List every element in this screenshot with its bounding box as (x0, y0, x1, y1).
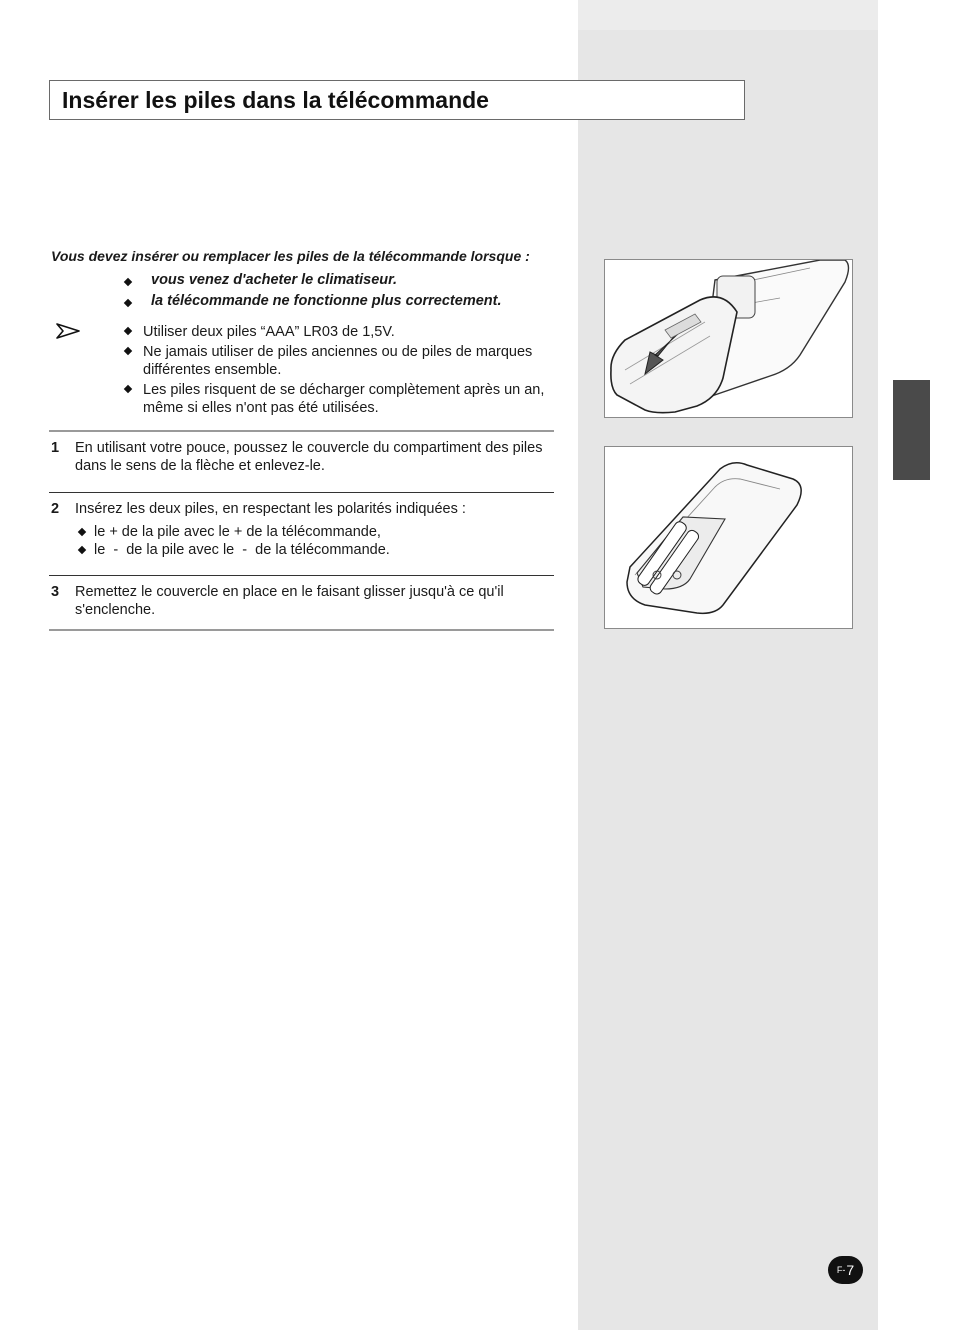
polarity-item: le + de la pile avec le + de la télécommande, (78, 523, 548, 541)
diamond-bullet-icon (78, 528, 86, 536)
intro-text: Vous devez insérer ou remplacer les piles de la télécommande lorsque : (51, 248, 530, 264)
divider (49, 430, 554, 432)
diamond-bullet-icon (124, 347, 132, 355)
step-2 (51, 500, 551, 518)
remote-batteries-drawing (605, 447, 852, 628)
step-text: Remettez le couvercle en place en le faisant glisser jusqu'à ce qu'il s'enclenche. (75, 584, 504, 618)
diamond-bullet-icon (124, 299, 132, 307)
remote-cover-illustration (604, 259, 853, 418)
step-number: 3 (51, 584, 60, 600)
remote-cover-drawing (605, 260, 852, 417)
polarity-item: le - de la pile avec le - de la télécommande. (78, 541, 548, 559)
section-tab (893, 380, 930, 480)
intro-list (125, 271, 502, 313)
note-item: Utiliser deux piles “AAA” LR03 de 1,5V. (123, 323, 558, 341)
page-title: Insérer les piles dans la télécommande (62, 87, 489, 113)
intro-item: vous venez d'acheter le climatiseur. (125, 271, 502, 292)
diamond-bullet-icon (124, 278, 132, 286)
divider (49, 575, 554, 576)
page-prefix: F- (836, 1265, 846, 1275)
sidebar-column (578, 0, 878, 1330)
diamond-bullet-icon (124, 385, 132, 393)
diamond-bullet-icon (78, 546, 86, 554)
divider (49, 492, 554, 493)
remote-batteries-illustration (604, 446, 853, 629)
step-1 (51, 439, 551, 475)
intro-item: la télécommande ne fonctionne plus correctement. (125, 292, 502, 313)
title-box (49, 80, 745, 120)
note-arrow-icon (56, 322, 80, 340)
page-number: 7 (846, 1262, 855, 1278)
sidebar-header-strip (578, 0, 878, 30)
diamond-bullet-icon (124, 327, 132, 335)
page-number-badge (828, 1256, 863, 1284)
step-text: En utilisant votre pouce, poussez le couvercle du compartiment des piles dans le sens de la flèche et enlevez-le. (75, 440, 543, 474)
step-3 (51, 583, 551, 619)
polarity-list (78, 523, 548, 559)
divider (49, 629, 554, 631)
step-text: Insérez les deux piles, en respectant les polarités indiquées : (75, 501, 466, 517)
note-item: Ne jamais utiliser de piles anciennes ou de piles de marques différentes ensemble. (123, 343, 558, 379)
notes-list (123, 323, 558, 419)
note-item: Les piles risquent de se décharger complètement après un an, même si elles n'ont pas été utilisées. (123, 381, 558, 417)
step-number: 2 (51, 501, 60, 517)
step-number: 1 (51, 440, 60, 456)
